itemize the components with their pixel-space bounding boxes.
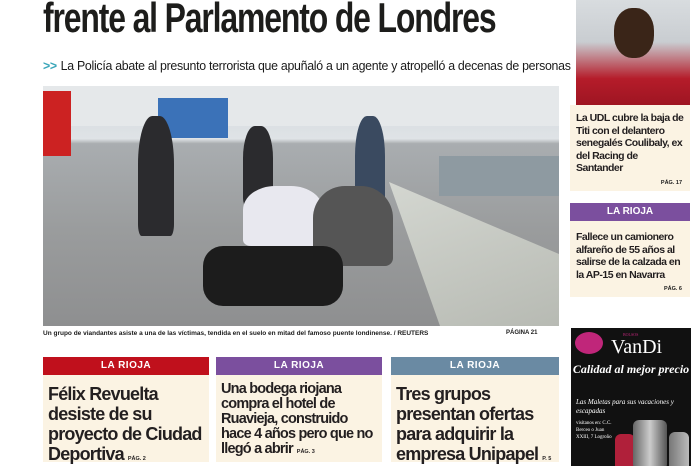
photo-red-bus: [43, 91, 71, 156]
page-ref: P. 5: [542, 456, 552, 462]
photo-sky: [43, 86, 559, 126]
sidebar-card-camionero[interactable]: [570, 203, 690, 297]
page-ref: PÁG. 6: [663, 286, 682, 292]
page-ref: PÁG. 2: [127, 456, 146, 462]
main-news-photo[interactable]: [43, 86, 559, 326]
subhead-marker: >>: [43, 58, 57, 73]
photo-player-head: [614, 8, 654, 58]
footballer-photo[interactable]: [576, 0, 690, 105]
section-label: LA RIOJA: [43, 357, 209, 375]
section-label: LA RIOJA: [570, 203, 690, 221]
photo-person: [138, 116, 174, 236]
photo-caption: Un grupo de viandantes asiste a una de las víctimas, tendida en el suelo en mitad del famoso puente londinense. / REUTERS: [43, 330, 429, 337]
card-title: Fallece un camionero alfareño de 55 años al salirse de la calzada en la AP-15 en Navarra: [576, 231, 681, 281]
card-title: La UDL cubre la baja de Titi con el delantero senegalés Coulibaly, ex del Racing de Santander: [576, 112, 684, 174]
card-title: Félix Revuelta desiste de su proyecto de Ciudad Deportiva: [48, 384, 202, 464]
section-label: LA RIOJA: [216, 357, 382, 375]
vandi-advertisement[interactable]: [571, 328, 691, 466]
suitcase-icon: [633, 420, 667, 466]
photo-victim: [203, 246, 343, 306]
subheadline: [43, 58, 571, 73]
ad-brand-sub: BOLSOS: [623, 332, 639, 337]
sidebar-card-udl[interactable]: [570, 105, 690, 191]
main-headline[interactable]: frente al Parlamento de Londres: [43, 0, 496, 41]
ad-address: visítanos en: C.C. Berceo o Juan XXIII, 7 Logroño: [576, 421, 612, 440]
photo-river: [439, 156, 559, 196]
news-card-revuelta[interactable]: [43, 357, 209, 462]
news-card-unipapel[interactable]: [391, 357, 559, 462]
card-title: Tres grupos presentan ofertas para adquirir la empresa Unipapel: [396, 384, 539, 464]
ad-tagline: Las Maletas para sus vacaciones y escapadas: [576, 398, 674, 415]
card-title: Una bodega riojana compra el hotel de Ruavieja, construido hace 4 años pero que no llegó a abrir: [221, 381, 373, 457]
vandi-logo-icon: [575, 332, 603, 354]
suitcase-icon: [615, 434, 635, 466]
subhead-text: La Policía abate al presunto terrorista que apuñaló a un agente y atropelló a decenas de personas: [60, 58, 571, 73]
ad-brand: VanDi: [611, 336, 663, 358]
suitcase-icon: [669, 432, 689, 466]
section-label: LA RIOJA: [391, 357, 559, 375]
page-ref: PÁG. 3: [296, 449, 315, 455]
news-card-bodega[interactable]: [216, 357, 382, 462]
page-ref: PÁG. 17: [660, 179, 682, 186]
photo-page-ref: PÁGINA 21: [506, 330, 538, 336]
photo-person: [243, 186, 323, 246]
ad-slogan: Calidad al mejor precio: [572, 362, 690, 376]
